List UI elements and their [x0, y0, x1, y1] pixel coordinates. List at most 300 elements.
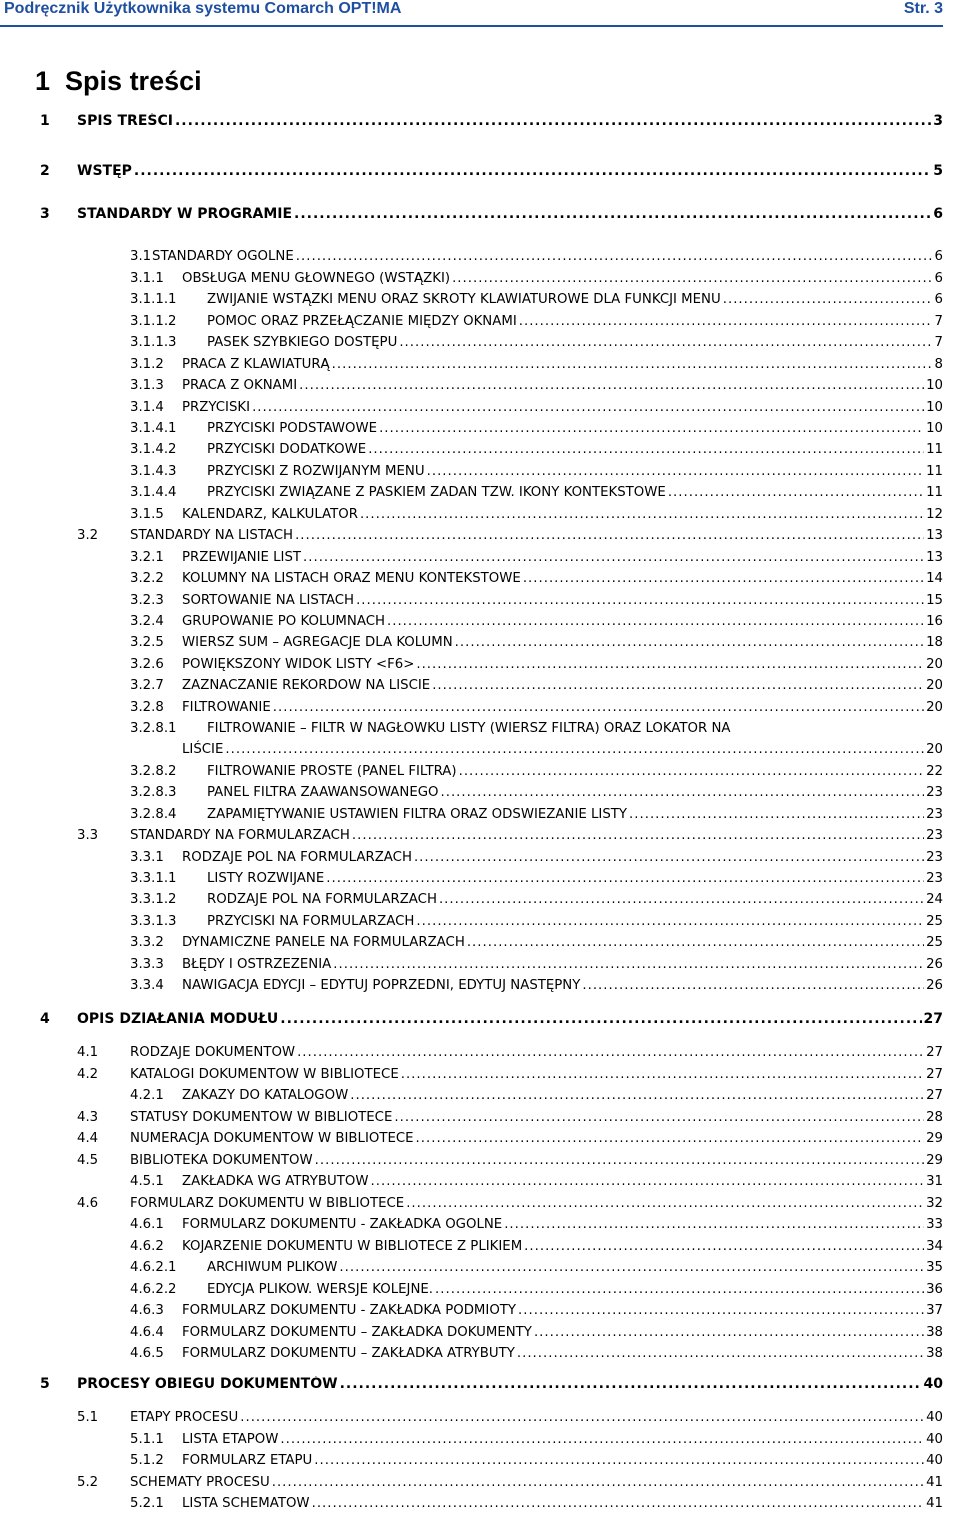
toc-entry-page: 40 — [926, 1432, 943, 1447]
toc-dot-leader — [414, 850, 924, 865]
toc-entry-page: 22 — [926, 764, 943, 779]
toc-entry-number: 3.2.1 — [130, 550, 164, 565]
toc-entry-number: 3.2.5 — [130, 635, 164, 650]
toc-entry-number: 4.1 — [77, 1045, 99, 1060]
toc-dot-leader — [295, 528, 924, 543]
toc-entry[interactable] — [77, 1110, 943, 1130]
toc-dot-leader — [272, 1475, 924, 1490]
toc-entry-number: 3.3.3 — [130, 957, 164, 972]
toc-dot-leader — [467, 935, 924, 950]
toc-entry-number: 4.6.1 — [130, 1217, 164, 1232]
toc-entry-number: 4.2 — [77, 1067, 99, 1082]
toc-entry-number: 3.2.2 — [130, 571, 164, 586]
toc-entry-title: WIERSZ SUM – AGREGACJE DLA KOLUMN — [182, 635, 453, 650]
toc-entry-title: PRACA Z KLAWIATURĄ — [182, 357, 330, 372]
toc-entry-title: FILTROWANIE – FILTR W NAGŁÓWKU LISTY (WIERSZ FILTRA) ORAZ LOKATOR NA — [207, 721, 731, 736]
toc-entry-title: DYNAMICZNE PANELE NA FORMULARZACH — [182, 935, 465, 950]
toc-entry-number: 4.5.1 — [130, 1174, 164, 1189]
toc-dot-leader — [299, 378, 924, 393]
toc-entry[interactable] — [130, 1432, 943, 1452]
toc-entry-number: 3.3.1.3 — [130, 914, 177, 929]
toc-entry-page: 38 — [926, 1325, 943, 1340]
toc-entry[interactable] — [130, 400, 943, 420]
toc-dot-leader — [252, 400, 924, 415]
toc-entry-title: FORMULARZ ETAPU — [182, 1453, 313, 1468]
toc-entry-page: 25 — [926, 914, 943, 929]
toc-entry-page: 37 — [926, 1303, 943, 1318]
toc-entry[interactable] — [130, 335, 943, 355]
toc-entry[interactable] — [40, 1011, 943, 1031]
toc-entry-title: GRUPOWANIE PO KOLUMNACH — [182, 614, 385, 629]
toc-dot-leader — [280, 1432, 924, 1447]
toc-dot-leader — [455, 635, 924, 650]
toc-entry[interactable] — [40, 163, 943, 183]
toc-dot-leader — [723, 292, 933, 307]
toc-dot-leader — [371, 1174, 925, 1189]
toc-entry-title: ZAKAZY DO KATALOGÓW — [182, 1088, 349, 1103]
toc-entry-title: PANEL FILTRA ZAAWANSOWANEGO — [207, 785, 439, 800]
toc-entry-page: 10 — [926, 421, 943, 436]
toc-entry[interactable] — [130, 1282, 943, 1302]
toc-entry-number: 4.2.1 — [130, 1088, 164, 1103]
toc-entry[interactable] — [130, 1453, 943, 1473]
toc-heading-text: Spis treści — [65, 66, 202, 96]
toc-entry-title: RODZAJE DOKUMENTÓW — [130, 1045, 296, 1060]
toc-entry-page: 29 — [926, 1131, 943, 1146]
toc-entry[interactable] — [130, 978, 943, 998]
toc-dot-leader — [432, 678, 924, 693]
toc-entry[interactable] — [130, 442, 943, 462]
toc-dot-leader — [368, 442, 924, 457]
toc-dot-leader — [296, 249, 933, 264]
toc-dot-leader — [523, 571, 924, 586]
toc-entry-page: 40 — [923, 1376, 943, 1392]
toc-entry[interactable] — [77, 1410, 943, 1430]
toc-entry[interactable] — [130, 914, 943, 934]
toc-dot-leader — [303, 550, 924, 565]
toc-entry-number: 3.2.4 — [130, 614, 164, 629]
toc-entry-page: 38 — [926, 1346, 943, 1361]
toc-entry-title: FORMULARZ DOKUMENTU - ZAKŁADKA OGÓLNE — [182, 1217, 503, 1232]
toc-dot-leader — [439, 892, 924, 907]
toc-entry-page: 6 — [933, 206, 943, 222]
toc-entry-page: 27 — [923, 1011, 943, 1027]
toc-entry-title: RODZAJE PÓL NA FORMULARZACH — [182, 850, 412, 865]
toc-entry-title: FORMULARZ DOKUMENTU W BIBLIOTECE — [130, 1196, 405, 1211]
toc-entry-title: NUMERACJA DOKUMENTÓW W BIBLIOTECE — [130, 1131, 414, 1146]
toc-entry-page: 23 — [926, 807, 943, 822]
toc-entry-number: 3.2.8 — [130, 700, 164, 715]
toc-dot-leader — [524, 1239, 924, 1254]
toc-entry[interactable] — [130, 892, 943, 912]
toc-entry-title: PRZYCISKI NA FORMULARZACH — [207, 914, 415, 929]
toc-entry[interactable] — [130, 871, 943, 891]
toc-entry-number: 5.2.1 — [130, 1496, 164, 1511]
toc-entry[interactable] — [77, 828, 943, 848]
toc-entry[interactable] — [77, 1475, 943, 1495]
toc-dot-leader — [356, 593, 924, 608]
toc-entry-title: LISTY ROZWIJANE — [207, 871, 325, 886]
toc-entry-title: KALENDARZ, KALKULATOR — [182, 507, 358, 522]
toc-entry[interactable] — [77, 1045, 943, 1065]
toc-entry-page: 26 — [926, 957, 943, 972]
toc-entry[interactable] — [130, 1088, 943, 1108]
toc-entry-number: 4.6 — [77, 1196, 99, 1211]
toc-entry[interactable] — [130, 464, 943, 484]
toc-entry-number: 4.4 — [77, 1131, 99, 1146]
toc-entry-page: 41 — [926, 1475, 943, 1490]
toc-entry-page: 10 — [926, 378, 943, 393]
toc-entry[interactable] — [130, 271, 943, 291]
toc-dot-leader — [399, 335, 932, 350]
toc-entry[interactable] — [130, 935, 943, 955]
toc-entry[interactable] — [130, 571, 943, 591]
toc-entry[interactable] — [130, 421, 943, 441]
toc-entry[interactable] — [130, 485, 943, 505]
header-page-number: Str. 3 — [903, 0, 943, 17]
toc-entry-number: 4.5 — [77, 1153, 99, 1168]
toc-dot-leader — [360, 507, 924, 522]
toc-entry-title: WSTĘP — [77, 163, 132, 179]
toc-entry-page: 28 — [926, 1110, 943, 1125]
toc-entry[interactable] — [130, 957, 943, 977]
toc-entry-number: 3.3.1 — [130, 850, 164, 865]
toc-entry-page: 6 — [934, 292, 943, 307]
toc-entry[interactable] — [40, 206, 943, 226]
toc-entry[interactable] — [130, 678, 943, 698]
toc-entry-number: 5.1 — [77, 1410, 99, 1425]
toc-entry-title: FORMULARZ DOKUMENTU – ZAKŁADKA ATRYBUTY — [182, 1346, 515, 1361]
toc-dot-leader — [629, 807, 924, 822]
toc-entry-page: 13 — [926, 550, 943, 565]
toc-dot-leader — [352, 828, 924, 843]
toc-entry[interactable] — [77, 1153, 943, 1173]
toc-dot-leader — [314, 1453, 924, 1468]
toc-entry-title: ZAKŁADKA WG ATRYBUTÓW — [182, 1174, 369, 1189]
toc-entry[interactable] — [130, 700, 943, 720]
toc-entry[interactable] — [130, 657, 943, 677]
toc-entry-number: 4 — [40, 1011, 50, 1027]
toc-entry-number: 5.2 — [77, 1475, 99, 1490]
toc-entry-page: 24 — [926, 892, 943, 907]
toc-entry-page: 10 — [926, 400, 943, 415]
toc-dot-leader — [326, 871, 924, 886]
toc-entry-title-continued: LIŚCIE — [182, 742, 224, 757]
toc-entry-title: PASEK SZYBKIEGO DOSTĘPU — [207, 335, 398, 350]
toc-entry[interactable] — [130, 357, 943, 377]
toc-entry[interactable] — [130, 635, 943, 655]
toc-dot-leader — [332, 357, 933, 372]
toc-entry-number: 3.1.1.1 — [130, 292, 177, 307]
toc-entry[interactable] — [130, 507, 943, 527]
toc-dot-leader — [280, 1011, 921, 1027]
toc-entry-title: BŁĘDY I OSTRZEŻENIA — [182, 957, 332, 972]
toc-entry[interactable] — [130, 807, 943, 827]
toc-entry-page: 7 — [934, 314, 943, 329]
toc-entry[interactable] — [77, 1131, 943, 1151]
toc-entry-page: 20 — [926, 742, 943, 757]
toc-entry-title: ZAPAMIĘTYWANIE USTAWIEŃ FILTRA ORAZ ODŚWIEŻANIE LISTY — [207, 807, 628, 822]
toc-entry-page: 11 — [926, 485, 943, 500]
toc-entry-title: STATUSY DOKUMENTÓW W BIBLIOTECE — [130, 1110, 393, 1125]
toc-entry[interactable] — [77, 528, 943, 548]
toc-entry[interactable] — [130, 785, 943, 805]
toc-dot-leader — [518, 1303, 924, 1318]
toc-entry-number: 3.2.8.4 — [130, 807, 177, 822]
toc-dot-leader — [134, 163, 931, 179]
toc-entry-number: 4.6.3 — [130, 1303, 164, 1318]
toc-entry-number: 3.2.8.1 — [130, 721, 177, 736]
toc-entry-page: 41 — [926, 1496, 943, 1511]
toc-dot-leader — [406, 1196, 924, 1211]
toc-entry-page: 8 — [934, 357, 943, 372]
toc-entry-page: 15 — [926, 593, 943, 608]
toc-entry[interactable] — [130, 593, 943, 613]
toc-entry-title: STANDARDY NA FORMULARZACH — [130, 828, 350, 843]
toc-entry-page: 36 — [926, 1282, 943, 1297]
toc-entry-title: LISTA SCHEMATÓW — [182, 1496, 310, 1511]
toc-entry[interactable] — [130, 1303, 943, 1323]
toc-entry-title: PROCESY OBIEGU DOKUMENTÓW — [77, 1376, 338, 1392]
toc-entry-page: 13 — [926, 528, 943, 543]
toc-entry-title: FILTROWANIE — [182, 700, 271, 715]
toc-entry-page: 16 — [926, 614, 943, 629]
toc-entry-title: OPIS DZIAŁANIA MODUŁU — [77, 1011, 279, 1027]
toc-entry-number: 5.1.2 — [130, 1453, 164, 1468]
toc-entry-page: 40 — [926, 1410, 943, 1425]
toc-entry-page: 6 — [934, 271, 943, 286]
toc-entry[interactable] — [130, 550, 943, 570]
toc-dot-leader — [459, 764, 924, 779]
toc-dot-leader — [519, 314, 933, 329]
toc-entry[interactable] — [40, 1376, 943, 1396]
toc-entry-number: 3.2.3 — [130, 593, 164, 608]
toc-entry-number: 3.1.1 — [130, 271, 164, 286]
toc-entry-page: 12 — [926, 507, 943, 522]
toc-entry-number: 3.3.1.1 — [130, 871, 177, 886]
toc-entry[interactable] — [40, 113, 943, 133]
toc-entry-page: 33 — [926, 1217, 943, 1232]
toc-entry-number: 3.1.4.3 — [130, 464, 177, 479]
toc-entry-number: 3.2.8.3 — [130, 785, 177, 800]
toc-entry[interactable] — [130, 614, 943, 634]
toc-dot-leader — [427, 464, 924, 479]
toc-dot-leader — [668, 485, 924, 500]
toc-entry-number: 3.3.2 — [130, 935, 164, 950]
toc-entry-page: 26 — [926, 978, 943, 993]
toc-entry-number: 4.6.2.1 — [130, 1260, 177, 1275]
toc-entry-number: 3.1.4.2 — [130, 442, 177, 457]
toc-entry[interactable] — [77, 1196, 943, 1216]
toc-entry-number: 3.1.4 — [130, 400, 164, 415]
toc-entry-number: 3.1.1.3 — [130, 335, 177, 350]
toc-entry-title: PRZYCISKI Z ROZWIJANYM MENU — [207, 464, 425, 479]
toc-dot-leader — [416, 1131, 925, 1146]
toc-entry-page: 27 — [926, 1045, 943, 1060]
toc-entry-page: 6 — [934, 249, 943, 264]
toc-entry-page: 29 — [926, 1153, 943, 1168]
toc-entry-title: NAWIGACJA EDYCJI – EDYTUJ POPRZEDNI, EDYTUJ NASTĘPNY — [182, 978, 581, 993]
toc-entry-title: SPIS TREŚCI — [77, 113, 173, 129]
toc-entry-page: 23 — [926, 850, 943, 865]
toc-entry-title: PRZEWIJANIE LIST — [182, 550, 302, 565]
toc-entry[interactable] — [130, 764, 943, 784]
toc-entry[interactable] — [130, 1174, 943, 1194]
toc-dot-leader — [297, 1045, 924, 1060]
toc-entry-page: 3 — [933, 113, 943, 129]
toc-entry-page: 40 — [926, 1453, 943, 1468]
toc-entry-title: PRZYCISKI PODSTAWOWE — [207, 421, 378, 436]
toc-entry-page: 18 — [926, 635, 943, 650]
toc-entry-title: PRZYCISKI ZWIĄZANE Z PASKIEM ZADAŃ TZW. IKONY KONTEKSTOWE — [207, 485, 666, 500]
toc-dot-leader — [394, 1110, 924, 1125]
toc-entry-page: 11 — [926, 442, 943, 457]
toc-entry[interactable] — [130, 1260, 943, 1280]
toc-dot-leader — [315, 1153, 924, 1168]
toc-dot-leader — [339, 1260, 924, 1275]
toc-entry-title: STANDARDY OGÓLNE — [152, 249, 294, 264]
toc-dot-leader — [333, 957, 924, 972]
toc-dot-leader — [312, 1496, 924, 1511]
toc-entry-number: 2 — [40, 163, 50, 179]
toc-entry-title: ZWIJANIE WSTĄŻKI MENU ORAZ SKRÓTY KLAWIATUROWE DLA FUNKCJI MENU — [207, 292, 721, 307]
toc-dot-leader — [175, 113, 931, 129]
toc-entry[interactable] — [130, 1496, 943, 1516]
toc-entry-page: 32 — [926, 1196, 943, 1211]
toc-entry-page: 14 — [926, 571, 943, 586]
toc-entry-number: 3.2.6 — [130, 657, 164, 672]
toc-entry-number: 3 — [40, 206, 50, 222]
toc-dot-leader — [387, 614, 924, 629]
toc-entry[interactable] — [130, 721, 943, 763]
toc-entry-title: SORTOWANIE NA LISTACH — [182, 593, 355, 608]
toc-entry-title: FORMULARZ DOKUMENTU - ZAKŁADKA PODMIOTY — [182, 1303, 517, 1318]
toc-entry-title: ZAZNACZANIE REKORDÓW NA LIŚCIE — [182, 678, 431, 693]
toc-dot-leader — [504, 1217, 924, 1232]
toc-entry-title: BIBLIOTEKA DOKUMENTÓW — [130, 1153, 313, 1168]
toc-entry-page: 23 — [926, 828, 943, 843]
toc-entry[interactable] — [130, 314, 943, 334]
toc-dot-leader — [379, 421, 924, 436]
toc-dot-leader — [350, 1088, 924, 1103]
toc-dot-leader — [452, 271, 932, 286]
toc-heading-number: 1 — [35, 66, 51, 96]
toc-entry-number: 4.6.5 — [130, 1346, 164, 1361]
toc-dot-leader — [225, 742, 924, 757]
toc-entry-page: 34 — [926, 1239, 943, 1254]
toc-entry-title: KOJARZENIE DOKUMENTU W BIBLIOTECE Z PLIKIEM — [182, 1239, 523, 1254]
toc-entry-page: 20 — [926, 700, 943, 715]
toc-entry-number: 4.3 — [77, 1110, 99, 1125]
toc-entry-page: 35 — [926, 1260, 943, 1275]
toc-entry-page: 25 — [926, 935, 943, 950]
toc-entry-number: 3.2.7 — [130, 678, 164, 693]
toc-entry-page: 20 — [926, 657, 943, 672]
toc-entry[interactable] — [130, 1239, 943, 1259]
toc-entry-number: 3.1.4.1 — [130, 421, 177, 436]
toc-entry-number: 3.3.1.2 — [130, 892, 177, 907]
toc-dot-leader — [517, 1346, 924, 1361]
toc-entry-number: 3.1.2 — [130, 357, 164, 372]
toc-entry-page: 27 — [926, 1088, 943, 1103]
toc-entry-title: STANDARDY NA LISTACH — [130, 528, 294, 543]
toc-entry-title: FILTROWANIE PROSTE (PANEL FILTRA) — [207, 764, 457, 779]
toc-dot-leader — [416, 914, 924, 929]
toc-entry[interactable] — [130, 1325, 943, 1345]
toc-entry-title: KATALOGI DOKUMENTÓW W BIBLIOTECE — [130, 1067, 399, 1082]
toc-entry[interactable] — [130, 292, 943, 312]
toc-dot-leader — [294, 206, 931, 222]
toc-entry-number: 3.1.4.4 — [130, 485, 177, 500]
toc-entry-title: PRZYCISKI DODATKOWE — [207, 442, 367, 457]
toc-entry-number: 3.1 — [130, 249, 152, 264]
toc-entry[interactable] — [130, 1346, 943, 1366]
toc-entry-title: POMOC ORAZ PRZEŁĄCZANIE MIĘDZY OKNAMI — [207, 314, 517, 329]
toc-entry[interactable] — [77, 1067, 943, 1087]
toc-entry-number: 3.2.8.2 — [130, 764, 177, 779]
toc-entry-number: 3.1.1.2 — [130, 314, 177, 329]
toc-entry-title: ETAPY PROCESU — [130, 1410, 239, 1425]
toc-entry-number: 3.1.5 — [130, 507, 164, 522]
toc-entry-number: 3.3 — [77, 828, 99, 843]
toc-entry[interactable] — [130, 1217, 943, 1237]
toc-entry-number: 4.6.2.2 — [130, 1282, 177, 1297]
toc-entry-number: 3.1.3 — [130, 378, 164, 393]
toc-entry-number: 3.3.4 — [130, 978, 164, 993]
toc-entry[interactable] — [130, 850, 943, 870]
toc-entry-page: 11 — [926, 464, 943, 479]
toc-entry-title: SCHEMATY PROCESU — [130, 1475, 270, 1490]
toc-dot-leader — [401, 1067, 924, 1082]
toc-entry-page: 20 — [926, 678, 943, 693]
toc-entry-page: 5 — [933, 163, 943, 179]
toc-dot-leader — [534, 1325, 924, 1340]
toc-entry-title: LISTA ETAPÓW — [182, 1432, 279, 1447]
toc-entry-page: 31 — [926, 1174, 943, 1189]
toc-entry-page: 23 — [926, 785, 943, 800]
toc-entry-number: 1 — [40, 113, 50, 129]
toc-entry-title: POWIĘKSZONY WIDOK LISTY <F6> — [182, 657, 415, 672]
toc-entry-page: 7 — [934, 335, 943, 350]
toc-dot-leader — [340, 1376, 922, 1392]
toc-entry-number: 5 — [40, 1376, 50, 1392]
toc-dot-leader — [273, 700, 924, 715]
toc-entry-title: STANDARDY W PROGRAMIE — [77, 206, 293, 222]
toc-entry-number: 3.2 — [77, 528, 99, 543]
toc-dot-leader — [582, 978, 924, 993]
toc-entry-title: OBSŁUGA MENU GŁÓWNEGO (WSTĄŻKI) — [182, 271, 451, 286]
toc-entry-title: PRZYCISKI — [182, 400, 251, 415]
toc-entry-number: 5.1.1 — [130, 1432, 164, 1447]
toc-entry-page: 27 — [926, 1067, 943, 1082]
toc-entry[interactable] — [130, 378, 943, 398]
toc-entry-title: PRACA Z OKNAMI — [182, 378, 298, 393]
toc-entry-number: 4.6.2 — [130, 1239, 164, 1254]
toc-entry-title: EDYCJA PLIKÓW. WERSJE KOLEJNE. — [207, 1282, 434, 1297]
toc-dot-leader — [240, 1410, 924, 1425]
toc-entry[interactable] — [130, 249, 943, 269]
toc-entry-page: 23 — [926, 871, 943, 886]
toc-dot-leader — [441, 785, 925, 800]
toc-entry-title: ARCHIWUM PLIKÓW — [207, 1260, 338, 1275]
toc-entry-title: KOLUMNY NA LISTACH ORAZ MENU KONTEKSTOWE — [182, 571, 521, 586]
toc-entry-title: RODZAJE PÓL NA FORMULARZACH — [207, 892, 437, 907]
toc-entry-number: 4.6.4 — [130, 1325, 164, 1340]
toc-dot-leader — [416, 657, 924, 672]
toc-entry-title: FORMULARZ DOKUMENTU – ZAKŁADKA DOKUMENTY — [182, 1325, 532, 1340]
header-document-title: Podręcznik Użytkownika systemu Comarch OPT!MA — [4, 0, 402, 17]
toc-dot-leader — [435, 1282, 924, 1297]
